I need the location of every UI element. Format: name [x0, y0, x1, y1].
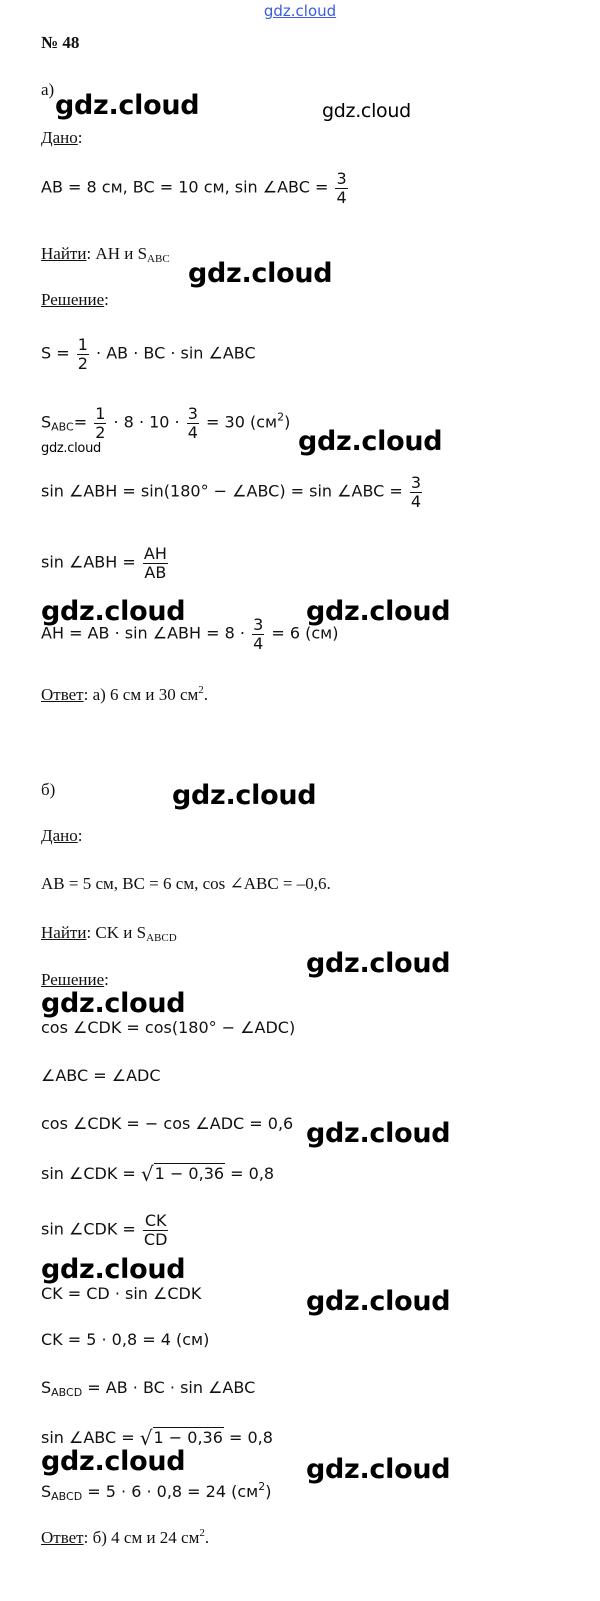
watermark: gdz.cloud — [41, 596, 186, 627]
watermark: gdz.cloud — [306, 1286, 451, 1317]
watermark: gdz.cloud — [41, 1446, 186, 1477]
part-b-eq10: $S_{ABCD} = 5 \cdot 6 \cdot 0,8 = 24$ $(см^2)$ — [41, 1480, 272, 1503]
part-a-label: а) — [41, 80, 55, 99]
watermark: gdz.cloud — [172, 780, 317, 811]
watermark: gdz.cloud — [41, 441, 101, 456]
watermark: gdz.cloud — [306, 948, 451, 979]
part-b-eq4: sin ∠CDK = √1 − 0,36 = 0,8 — [41, 1162, 275, 1186]
site-link[interactable]: gdz.cloud — [263, 2, 337, 20]
find-label: Найти — [41, 244, 87, 263]
watermark: gdz.cloud — [322, 100, 411, 122]
part-b-solution-heading: Решение: — [41, 970, 109, 989]
watermark: gdz.cloud — [188, 258, 333, 289]
watermark: gdz.cloud — [306, 596, 451, 627]
part-a-find-line: Найти: AH и $S_{ABC}$ — [41, 244, 170, 265]
answer-label: Ответ — [41, 685, 84, 704]
part-b-eq6: CK = CD · sin ∠CDK — [41, 1284, 202, 1303]
watermark: gdz.cloud — [41, 1254, 186, 1285]
part-a-given-line — [41, 170, 350, 206]
given-label: Дано — [41, 826, 78, 845]
part-b-eq5: sin ∠CDK = $\frac{CK}{CD}$ — [41, 1211, 168, 1249]
given-text: AB = 8 см, BC = 10 см, sin ∠ABC = — [41, 177, 329, 197]
part-b-eq1: cos ∠CDK = cos(180° − ∠ADC) — [41, 1018, 296, 1037]
problem-number: № 48 — [41, 33, 80, 52]
part-b-eq3: cos ∠CDK = − cos ∠ADC = 0,6 — [41, 1114, 294, 1133]
part-b-find-line: Найти: CK и $S_{ABCD}$ — [41, 923, 177, 944]
watermark: gdz.cloud — [306, 1118, 451, 1149]
part-a-solution-heading: Решение: — [41, 290, 109, 309]
part-a-given-heading: Дано: — [41, 128, 83, 147]
part-b-given-line: AB = 5 см, BC = 6 см, cos ∠ABC = –0,6. — [41, 874, 331, 893]
part-b-eq8: $S_{ABCD}$ = AB · BC · sin ∠ABC — [41, 1378, 256, 1399]
part-a-eq3: sin ∠ABH = sin(180° − ∠ABC) = sin ∠ABC = $\frac{3}{4}$ — [41, 473, 422, 511]
given-label: Дано — [41, 128, 78, 147]
part-b-eq7: CK = 5 · 0,8 = 4 (см) — [41, 1330, 210, 1349]
part-b-eq9: sin ∠ABC = √1 − 0,36 = 0,8 — [41, 1426, 273, 1450]
answer-label: Ответ — [41, 1528, 84, 1547]
fraction: $\frac{3}{4}$ — [336, 169, 347, 207]
part-b-given-heading: Дано: — [41, 826, 83, 845]
part-a-answer: Ответ: а) 6 см и 30 $см^2$. — [41, 684, 208, 704]
part-b-eq2: ∠ABC = ∠ADC — [41, 1066, 161, 1085]
find-label: Найти — [41, 923, 87, 942]
part-a-eq4: sin ∠ABH = $\frac{AH}{AB}$ — [41, 544, 167, 582]
watermark: gdz.cloud — [306, 1454, 451, 1485]
watermark: gdz.cloud — [41, 988, 186, 1019]
solution-label: Решение — [41, 290, 105, 309]
part-b-label: б) — [41, 780, 56, 799]
watermark: gdz.cloud — [298, 426, 443, 457]
part-a-eq5: AH = AB · sin ∠ABH = 8 · $\frac{3}{4}$ = 6 (см) — [41, 615, 339, 653]
part-a-eq1: S = $\frac{1}{2}$ · AB · BC · sin ∠ABC — [41, 335, 256, 373]
part-a-eq2: $S_{ABC}=$ $\frac{1}{2}$ · 8 · 10 · $\frac{3}{4}$ = 30 $(см^2)$ — [41, 404, 291, 442]
watermark: gdz.cloud — [55, 90, 200, 121]
solution-label: Решение — [41, 970, 105, 989]
part-b-answer: Ответ: б) 4 см и 24 $см^2$. — [41, 1527, 210, 1547]
